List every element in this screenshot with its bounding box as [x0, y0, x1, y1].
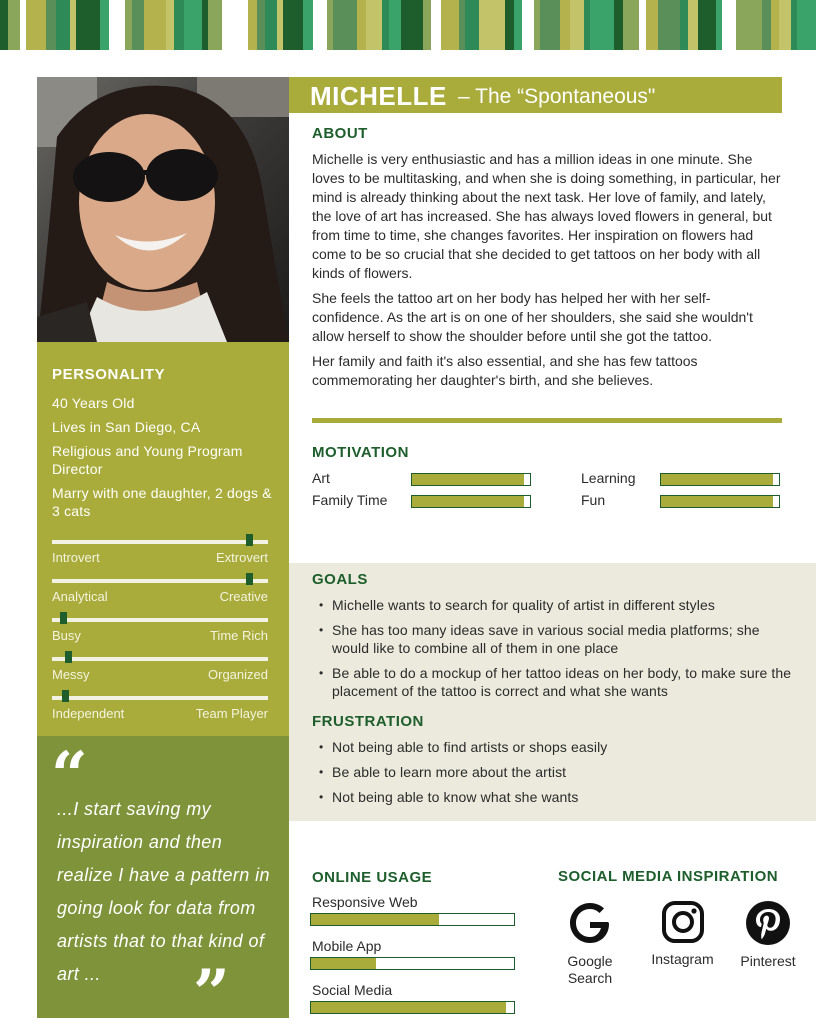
fact-occupation: Religious and Young Program Director: [52, 443, 243, 477]
usage-bar: [310, 957, 515, 970]
stripe: [401, 0, 423, 50]
trait-marker: [65, 651, 72, 663]
stripe: [658, 0, 680, 50]
stripe: [333, 0, 357, 50]
trait-marker: [62, 690, 69, 702]
stripe: [109, 0, 125, 50]
stripe: [184, 0, 202, 50]
stripe: [698, 0, 716, 50]
trait-left-label: Independent: [52, 706, 125, 721]
motivation-bar: [660, 495, 780, 508]
usage-bar: [310, 913, 515, 926]
trait-track: [52, 696, 268, 700]
stripe: [0, 0, 8, 50]
personality-heading: PERSONALITY: [52, 366, 166, 383]
section-divider: [312, 418, 782, 423]
goals-heading: GOALS: [312, 571, 368, 588]
stripe: [505, 0, 514, 50]
social-media-heading: SOCIAL MEDIA INSPIRATION: [558, 868, 779, 885]
trait-marker: [60, 612, 67, 624]
fact-location: Lives in San Diego, CA: [52, 419, 201, 435]
open-quote-icon: “: [51, 738, 88, 813]
stripe: [688, 0, 698, 50]
stripe: [560, 0, 570, 50]
stripe: [680, 0, 688, 50]
trait-slider-analytical-creative: [52, 579, 268, 613]
stripe: [646, 0, 658, 50]
stripe: [534, 0, 540, 50]
stripe: [389, 0, 401, 50]
motivation-bar: [660, 473, 780, 486]
stripe: [144, 0, 166, 50]
stripe: [465, 0, 479, 50]
usage-bar-fill: [311, 958, 376, 969]
stripe: [791, 0, 797, 50]
pinterest-icon: [745, 900, 791, 946]
trait-slider-independent-teamplayer: [52, 696, 268, 730]
profile-photo: [37, 77, 289, 342]
stripe: [8, 0, 20, 50]
stripe: [46, 0, 56, 50]
close-quote-icon: ”: [193, 956, 230, 1024]
social-label: Google Search: [567, 953, 613, 986]
motivation-bar-fill: [661, 496, 773, 507]
stripe: [277, 0, 283, 50]
trait-right-label: Organized: [208, 667, 268, 682]
personality-panel: [37, 342, 289, 736]
stripe: [70, 0, 76, 50]
about-heading: ABOUT: [312, 125, 368, 142]
trait-slider-messy-organized: [52, 657, 268, 691]
motivation-label: Fun: [581, 492, 606, 508]
goal-item: • She has too many ideas save in various social media platforms; she would like to combine all of them in one place: [314, 621, 794, 657]
trait-right-label: Time Rich: [209, 628, 268, 643]
social-item-instagram[interactable]: [645, 900, 720, 968]
stripe: [522, 0, 534, 50]
stripe: [639, 0, 646, 50]
social-label: Instagram: [651, 951, 714, 967]
usage-bar-fill: [311, 914, 439, 925]
stripe: [623, 0, 639, 50]
online-usage-heading: ONLINE USAGE: [312, 869, 433, 886]
trait-right-label: Extrovert: [215, 550, 268, 565]
usage-label: Mobile App: [312, 938, 382, 954]
stripe: [431, 0, 441, 50]
instagram-icon: [661, 900, 705, 944]
stripe: [327, 0, 333, 50]
frustration-item: • Not being able to know what she wants: [314, 788, 794, 806]
trait-left-label: Messy: [52, 667, 90, 682]
usage-label: Responsive Web: [312, 894, 418, 910]
stripe: [590, 0, 614, 50]
stripe: [132, 0, 144, 50]
stripe: [762, 0, 771, 50]
goal-item: • Michelle wants to search for quality of artist in different styles: [314, 596, 794, 614]
frustration-item: • Not being able to find artists or shops easily: [314, 738, 794, 756]
trait-left-label: Analytical: [52, 589, 108, 604]
stripe: [779, 0, 791, 50]
decorative-stripes: [0, 0, 816, 50]
stripe: [771, 0, 779, 50]
trait-marker: [246, 573, 253, 585]
motivation-bar-fill: [661, 474, 773, 485]
stripe: [100, 0, 109, 50]
stripe: [797, 0, 816, 50]
stripe: [514, 0, 522, 50]
motivation-heading: MOTIVATION: [312, 444, 409, 461]
stripe: [584, 0, 590, 50]
persona-name: MICHELLE: [310, 81, 447, 111]
stripe: [283, 0, 303, 50]
stripe: [441, 0, 459, 50]
stripe: [76, 0, 100, 50]
about-paragraph: Michelle is very enthusiastic and has a million ideas in one minute. She loves to be multitasking, and when she is doing something, in particular, her mind is already thinking about the next task. Her love of family, and lately, the love of art has increased. She has always loved flowers in general, but from time to time, she changes favorites. Her inspiration on flowers had come to be so crucial that she decided to get tattoos on her body with all kinds of flowers.: [312, 151, 781, 281]
social-item-google[interactable]: [555, 900, 625, 987]
stripe: [459, 0, 465, 50]
stripe: [382, 0, 389, 50]
trait-right-label: Team Player: [195, 706, 268, 721]
stripe: [357, 0, 366, 50]
stripe: [570, 0, 584, 50]
stripe: [423, 0, 431, 50]
quote-panel: [37, 736, 289, 1024]
stripe: [248, 0, 257, 50]
trait-left-label: Busy: [52, 628, 81, 643]
stripe: [614, 0, 623, 50]
motivation-bar-fill: [412, 474, 524, 485]
frustration-list: [314, 738, 794, 813]
stripe: [125, 0, 132, 50]
motivation-bar-fill: [412, 496, 524, 507]
stripe: [540, 0, 560, 50]
usage-bar: [310, 1001, 515, 1014]
stripe: [174, 0, 184, 50]
stripe: [222, 0, 248, 50]
trait-slider-busy-timerich: [52, 618, 268, 652]
goals-list: [314, 596, 794, 707]
stripe: [722, 0, 736, 50]
goals-frustration-panel: [289, 563, 816, 821]
stripe: [716, 0, 722, 50]
google-icon: [568, 900, 612, 946]
motivation-label: Art: [312, 470, 330, 486]
usage-bar-fill: [311, 1002, 506, 1013]
stripe: [736, 0, 762, 50]
trait-track: [52, 657, 268, 661]
trait-track: [52, 579, 268, 583]
trait-left-label: Introvert: [52, 550, 100, 565]
title-bar: [289, 77, 782, 113]
stripe: [257, 0, 265, 50]
stripe: [208, 0, 222, 50]
stripe: [479, 0, 505, 50]
trait-track: [52, 540, 268, 544]
stripe: [26, 0, 46, 50]
stripe: [313, 0, 327, 50]
social-label: Pinterest: [740, 953, 796, 969]
stripe: [202, 0, 208, 50]
trait-right-label: Creative: [219, 589, 268, 604]
stripe: [303, 0, 313, 50]
motivation-label: Family Time: [312, 492, 388, 508]
about-body: [312, 150, 782, 396]
social-item-pinterest[interactable]: [733, 900, 803, 970]
personality-facts: [52, 394, 277, 526]
trait-slider-introvert-extrovert: [52, 540, 268, 574]
about-paragraph: Her family and faith it's also essential, and she has few tattoos commemorating her daughter's birth, and she believes.: [312, 353, 698, 388]
fact-age: 40 Years Old: [52, 395, 135, 411]
stripe: [20, 0, 26, 50]
motivation-bar: [411, 495, 531, 508]
trait-track: [52, 618, 268, 622]
frustration-heading: FRUSTRATION: [312, 713, 424, 730]
motivation-label: Learning: [581, 470, 636, 486]
frustration-item: • Be able to learn more about the artist: [314, 763, 794, 781]
about-paragraph: She feels the tattoo art on her body has helped her with her self-confidence. As the art is on one of her shoulders, she said she wouldn't allow herself to show the shoulder before until she got the tattoo.: [312, 290, 753, 344]
persona-subtitle: – The “Spontaneous": [458, 85, 656, 108]
stripe: [265, 0, 277, 50]
stripe: [166, 0, 174, 50]
goal-item: • Be able to do a mockup of her tattoo ideas on her body, to make sure the placement of the tattoo is correct and what she wants: [314, 664, 794, 700]
usage-label: Social Media: [312, 982, 393, 998]
trait-marker: [246, 534, 253, 546]
stripe: [56, 0, 70, 50]
stripe: [366, 0, 382, 50]
quote-text: ...I start saving my inspiration and then realize I have a pattern in going look for data from artists that to that kind of art ...: [57, 799, 270, 984]
motivation-bar: [411, 473, 531, 486]
fact-family: Marry with one daughter, 2 dogs & 3 cats: [52, 485, 272, 519]
